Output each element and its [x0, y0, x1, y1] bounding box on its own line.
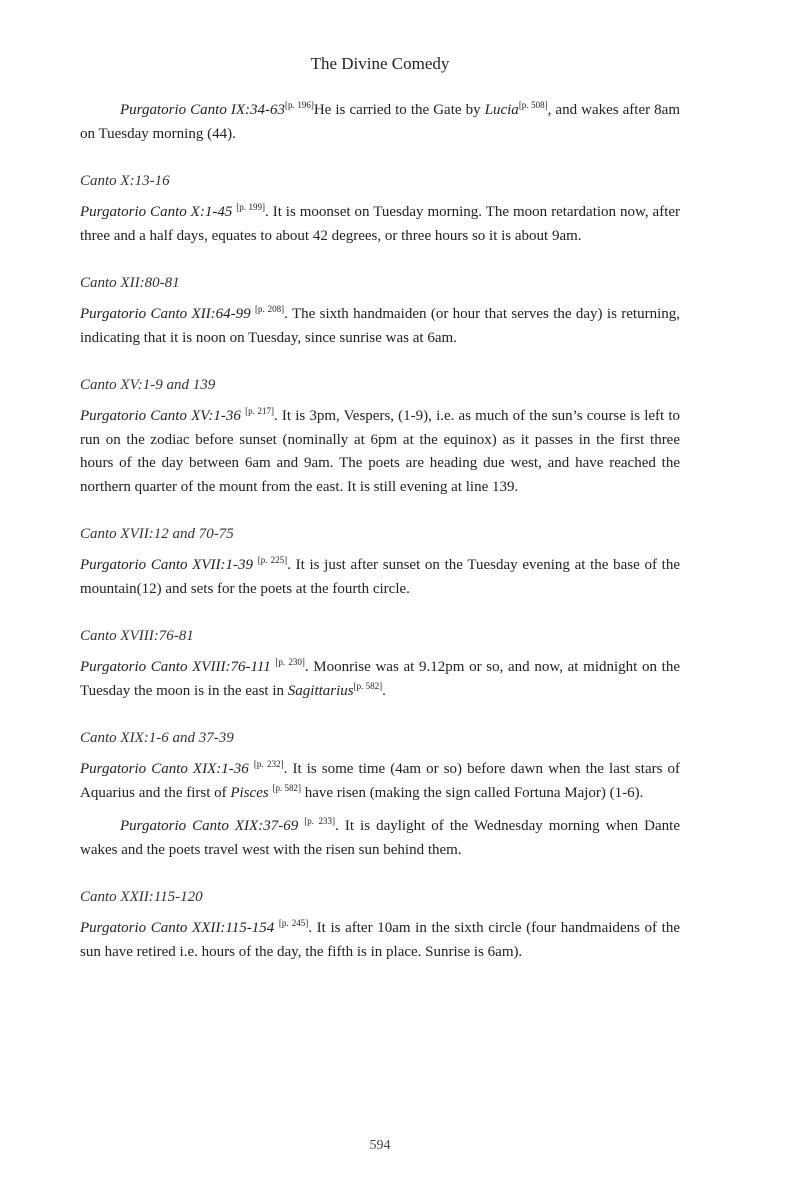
section-canto-xvii [80, 523, 680, 601]
section-heading: Canto XII:80-81 [80, 275, 180, 291]
section-paragraph-continued [80, 815, 680, 862]
section-paragraph [80, 405, 680, 499]
canto-reference: Purgatorio Canto XIX:1-36 [80, 761, 249, 777]
page-reference: [p. 582] [272, 782, 301, 793]
canto-reference: Purgatorio Canto XVII:1-39 [80, 557, 253, 573]
section-canto-x [80, 170, 680, 248]
section-canto-xxii [80, 886, 680, 964]
section-canto-xii [80, 272, 680, 350]
paragraph-text: . It is after 10am in the sixth circle (four handmaidens of the sun have retired i.e. hours of the day, the fifth is in place. Sunrise is 6am). [80, 920, 681, 960]
paragraph-text: . It is just after sunset on the Tuesday evening at the base of the mountain(12) and sets for the poets at the fourth circle. [80, 557, 680, 597]
section-heading: Canto XIX:1-6 and 37-39 [80, 730, 234, 746]
section-heading: Canto XXII:115-120 [80, 889, 203, 905]
page-reference: [p. 582] [353, 680, 383, 691]
paragraph-text: . It is daylight of the Wednesday morning when Dante wakes and the poets travel west with the risen sun behind them. [80, 818, 680, 858]
page-reference: [p. 232] [253, 759, 284, 769]
paragraph-text: . It is some time (4am or so) before dawn when the last stars of Aquarius and the first of [80, 761, 680, 801]
name-reference: Pisces [230, 784, 269, 801]
paragraph-intro [80, 99, 680, 146]
page-number: 594 [369, 1138, 391, 1153]
page-reference: [p. 245] [278, 918, 309, 928]
document-page [80, 0, 680, 1200]
section-paragraph [80, 201, 680, 248]
paragraph-text: He is carried to the Gate by [313, 102, 485, 118]
canto-reference: Purgatorio Canto IX:34-63 [120, 102, 286, 118]
page-reference: [p. 230] [275, 657, 305, 667]
page-reference: [p. 217] [245, 406, 274, 416]
running-title: The Divine Comedy [310, 54, 450, 73]
paragraph-text: . [382, 682, 386, 699]
page-reference: [p. 199] [236, 202, 265, 212]
page-reference: [p. 508] [518, 100, 548, 110]
section-paragraph [80, 554, 680, 601]
paragraph-text: . The sixth handmaiden (or hour that serves the day) is returning, indicating that it is noon on Tuesday, since sunrise was at 6am. [80, 306, 681, 346]
section-canto-xviii [80, 625, 680, 703]
canto-reference: Purgatorio Canto X:1-45 [80, 204, 233, 220]
canto-reference: Purgatorio Canto XII:64-99 [80, 306, 251, 322]
name-reference: Sagittarius [287, 682, 354, 699]
paragraph-text: , and wakes after 8am on Tuesday morning (44). [80, 102, 681, 142]
section-canto-xv [80, 374, 680, 499]
page-reference: [p. 225] [257, 555, 288, 565]
section-paragraph [80, 917, 680, 964]
page-reference: [p. 196] [285, 100, 314, 110]
section-heading: Canto XVIII:76-81 [80, 628, 194, 644]
paragraph-text: . It is moonset on Tuesday morning. The moon retardation now, after three and a half days, equates to about 42 degrees, or three hours so it is about 9am. [80, 204, 681, 244]
page-reference: [p. 233] [304, 816, 336, 826]
page-content [80, 99, 680, 964]
section-heading: Canto XV:1-9 and 139 [80, 377, 216, 393]
section-paragraph [80, 758, 680, 805]
section-paragraph [80, 303, 680, 350]
canto-reference: Purgatorio Canto XXII:115-154 [80, 920, 275, 936]
section-paragraph [80, 656, 680, 703]
canto-reference: Purgatorio Canto XIX:37-69 [120, 818, 299, 834]
paragraph-text: . Moonrise was at 9.12pm or so, and now, at midnight on the Tuesday the moon is in the east in [80, 659, 681, 699]
canto-reference: Purgatorio Canto XVIII:76-111 [80, 659, 271, 675]
paragraph-text: have risen (making the sign called Fortuna Major) (1-6). [300, 784, 644, 801]
section-canto-xix [80, 727, 680, 862]
paragraph-text: . It is 3pm, Vespers, (1-9), i.e. as much of the sun’s course is left to run on the zodiac before sunset (nominally at 6pm at the equinox) as it passes in the first three hours of the day between 6am and 9am. The poets are heading due west, and have reached the northern quarter of the mount from the east. It is still evening at line 139. [80, 408, 681, 495]
canto-reference: Purgatorio Canto XV:1-36 [80, 408, 241, 424]
name-reference: Lucia [484, 102, 519, 118]
section-heading: Canto X:13-16 [80, 173, 170, 189]
page-reference: [p. 208] [255, 304, 285, 314]
section-heading: Canto XVII:12 and 70-75 [80, 526, 234, 542]
